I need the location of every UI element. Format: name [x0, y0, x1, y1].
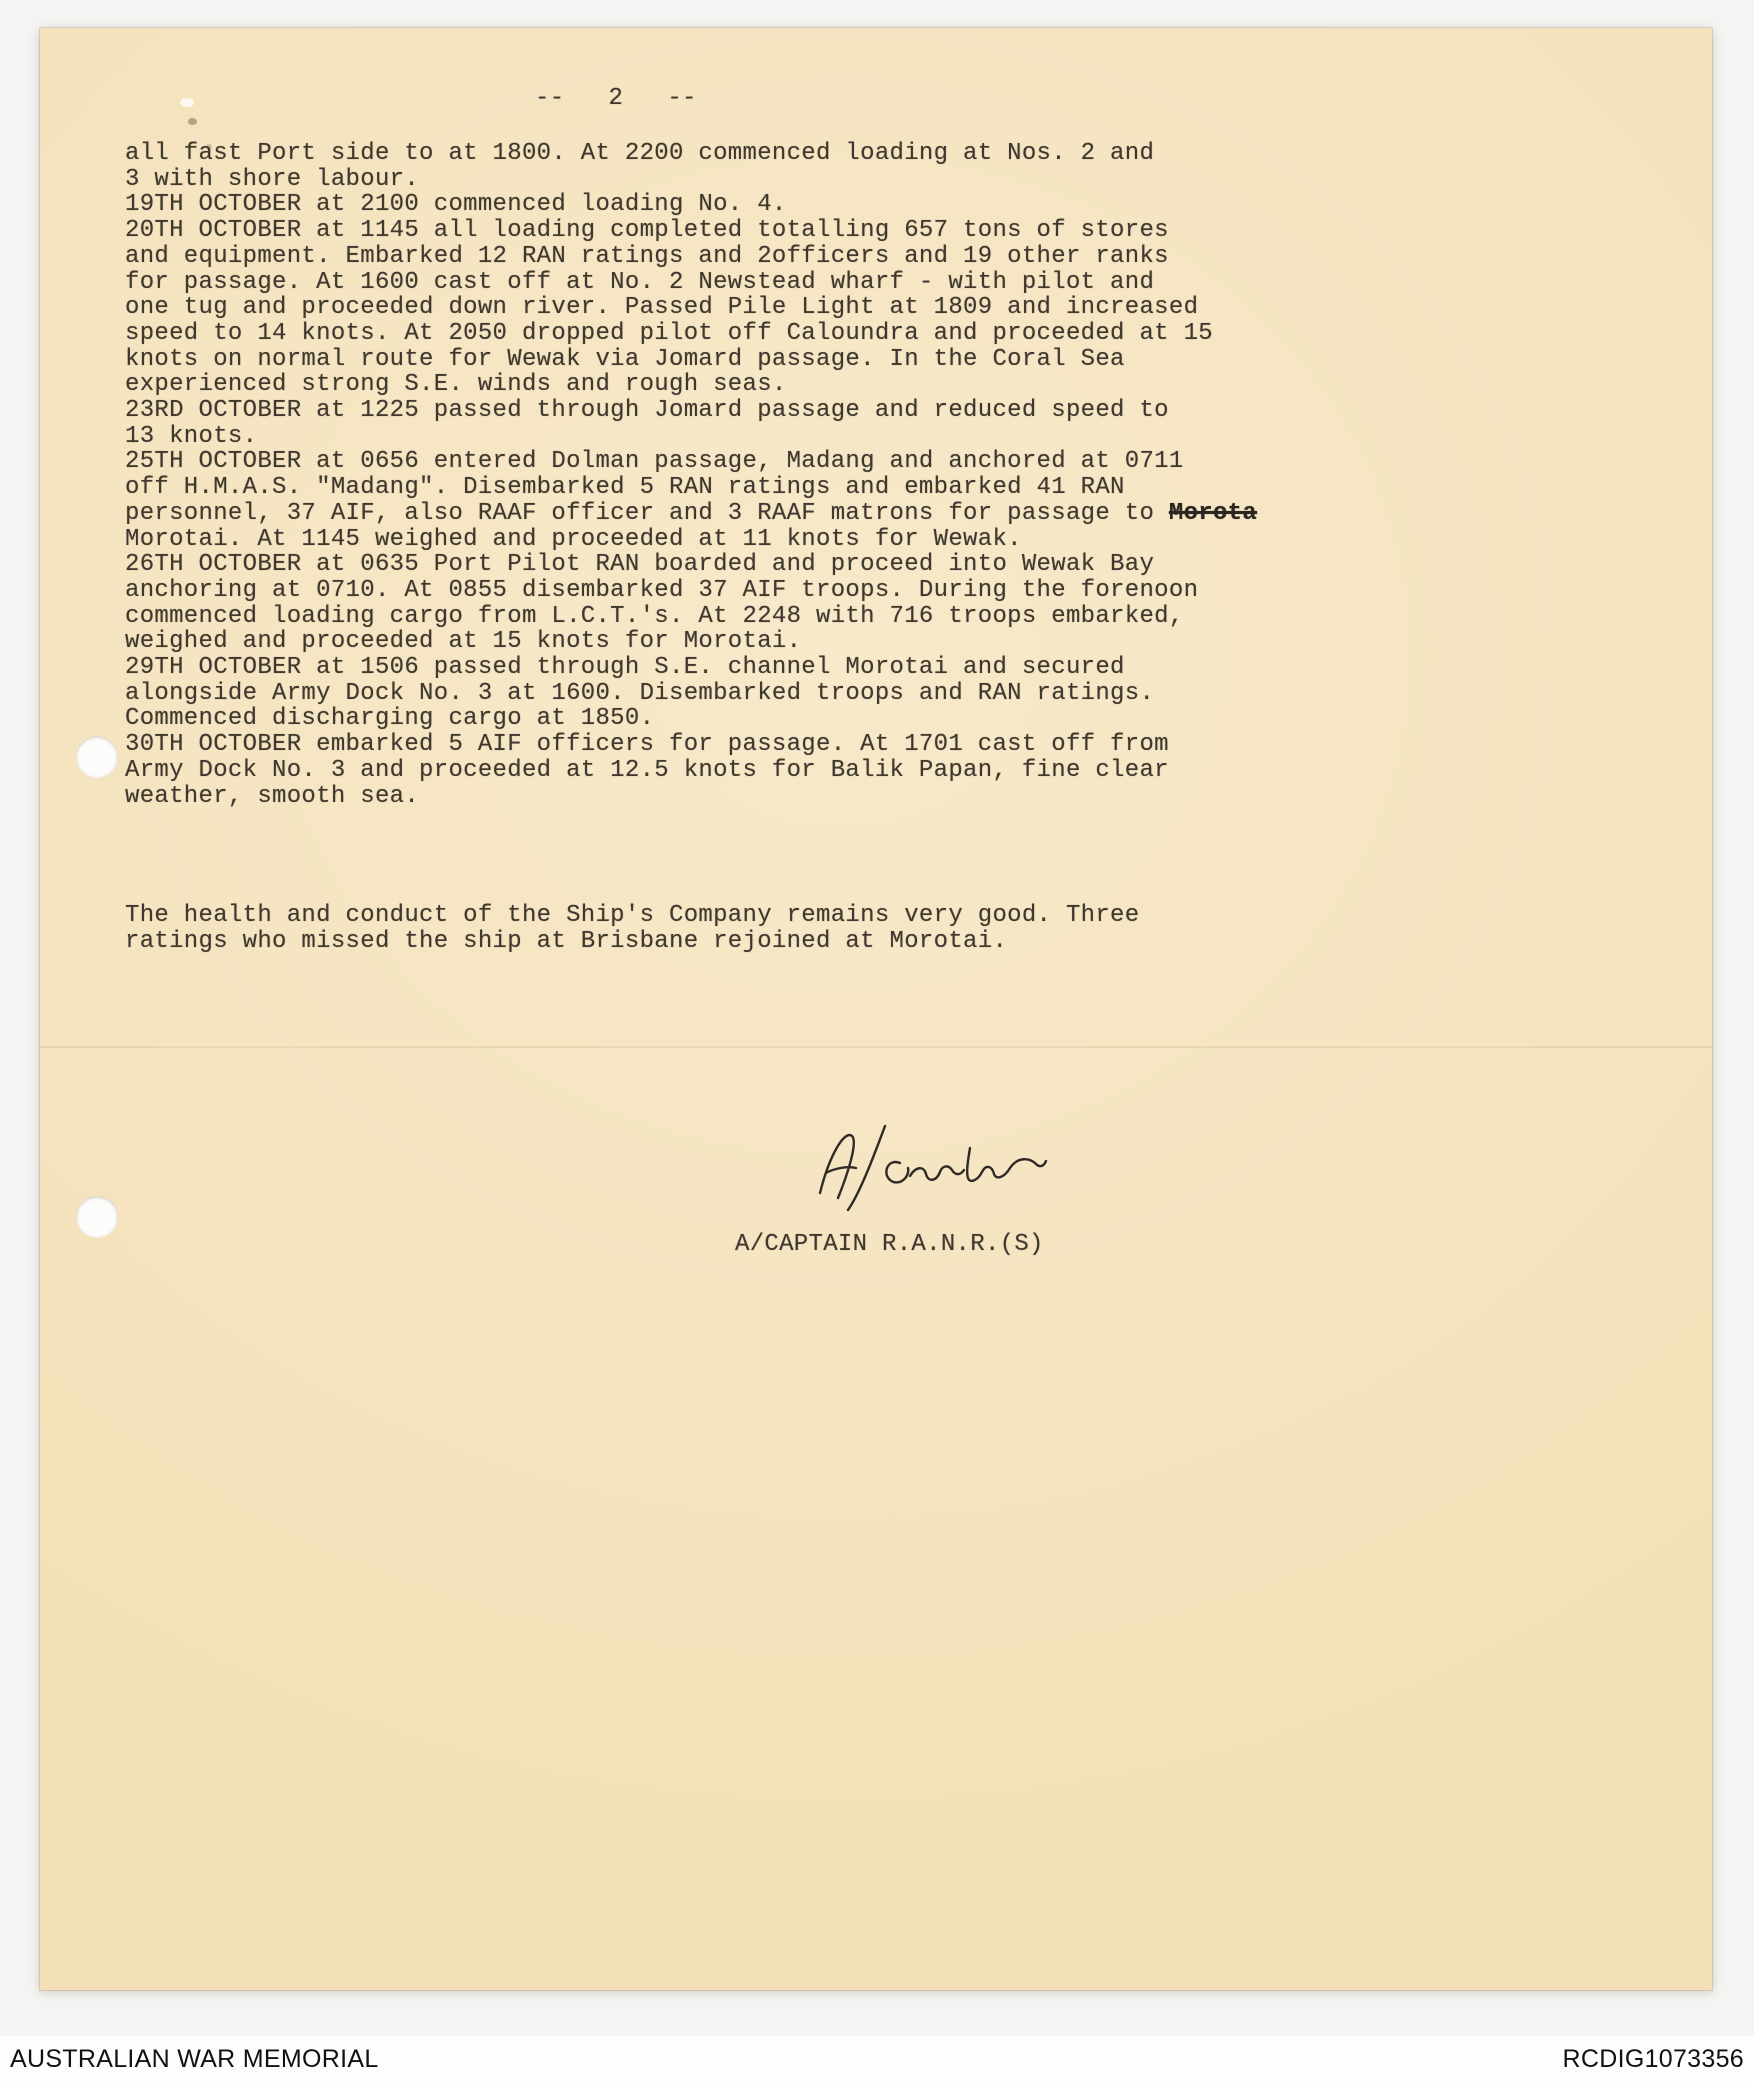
punch-hole	[76, 736, 118, 778]
typed-line: speed to 14 knots. At 2050 dropped pilot off Caloundra and proceeded at 15	[125, 319, 1213, 347]
punch-hole	[76, 1196, 118, 1238]
typed-line: 29TH OCTOBER at 1506 passed through S.E. channel Morotai and secured	[125, 654, 1125, 682]
typed-body	[125, 141, 1315, 809]
typed-line: 25TH OCTOBER at 0656 entered Dolman passage, Madang and anchored at 0711	[125, 448, 1184, 476]
typed-line: The health and conduct of the Ship's Company remains very good. Three	[125, 902, 1140, 929]
typed-line: Army Dock No. 3 and proceeded at 12.5 knots for Balik Papan, fine clear	[125, 756, 1169, 784]
signed-title: A/CAPTAIN R.A.N.R.(S)	[735, 1231, 1044, 1258]
typed-line: and equipment. Embarked 12 RAN ratings and 2officers and 19 other ranks	[125, 242, 1169, 270]
typed-line: commenced loading cargo from L.C.T.'s. At 2248 with 716 troops embarked,	[125, 602, 1184, 630]
overstruck-text: Morota	[1168, 499, 1258, 527]
paper-blemish	[188, 118, 197, 125]
typed-line: 19TH OCTOBER at 2100 commenced loading No. 4.	[125, 191, 787, 219]
typed-line: weighed and proceeded at 15 knots for Morotai.	[125, 628, 802, 656]
typed-line: Commenced discharging cargo at 1850.	[125, 705, 655, 733]
signature-block	[735, 1118, 1095, 1258]
typed-line: 13 knots.	[125, 422, 258, 450]
reference-id: RCDIG1073356	[1562, 2044, 1744, 2073]
typed-line: knots on normal route for Wewak via Jomard passage. In the Coral Sea	[125, 345, 1125, 373]
paper-blemish	[180, 98, 194, 107]
typed-line	[125, 501, 1315, 527]
paper-crease	[40, 1046, 1712, 1048]
typed-line: 26TH OCTOBER at 0635 Port Pilot RAN boarded and proceed into Wewak Bay	[125, 551, 1155, 579]
typed-line: all fast Port side to at 1800. At 2200 commenced loading at Nos. 2 and	[125, 140, 1155, 167]
typed-line: weather, smooth sea.	[125, 782, 420, 810]
typed-line: for passage. At 1600 cast off at No. 2 Newstead wharf - with pilot and	[125, 268, 1155, 296]
page-number: -- 2 --	[535, 85, 697, 112]
typed-line: Morotai. At 1145 weighed and proceeded at 11 knots for Wewak.	[125, 525, 1022, 553]
typed-line: alongside Army Dock No. 3 at 1600. Disembarked troops and RAN ratings.	[125, 679, 1155, 707]
typed-line: one tug and proceeded down river. Passed Pile Light at 1809 and increased	[125, 294, 1199, 322]
scan-footer	[0, 2036, 1754, 2082]
signature	[790, 1118, 1050, 1218]
typed-text: personnel, 37 AIF, also RAAF officer and 3 RAAF matrons for passage to	[125, 499, 1169, 527]
typed-line: 23RD OCTOBER at 1225 passed through Jomard passage and reduced speed to	[125, 397, 1169, 425]
typed-line: 20TH OCTOBER at 1145 all loading completed totalling 657 tons of stores	[125, 217, 1169, 245]
typed-line: experienced strong S.E. winds and rough seas.	[125, 371, 787, 399]
closing-paragraph	[125, 903, 1315, 954]
typed-line: ratings who missed the ship at Brisbane rejoined at Morotai.	[125, 927, 1008, 955]
typed-line: off H.M.A.S. "Madang". Disembarked 5 RAN ratings and embarked 41 RAN	[125, 474, 1125, 502]
typed-line: 30TH OCTOBER embarked 5 AIF officers for passage. At 1701 cast off from	[125, 731, 1169, 759]
typed-line: anchoring at 0710. At 0855 disembarked 37 AIF troops. During the forenoon	[125, 576, 1199, 604]
archive-label: AUSTRALIAN WAR MEMORIAL	[10, 2044, 379, 2073]
typed-line: 3 with shore labour.	[125, 165, 420, 193]
